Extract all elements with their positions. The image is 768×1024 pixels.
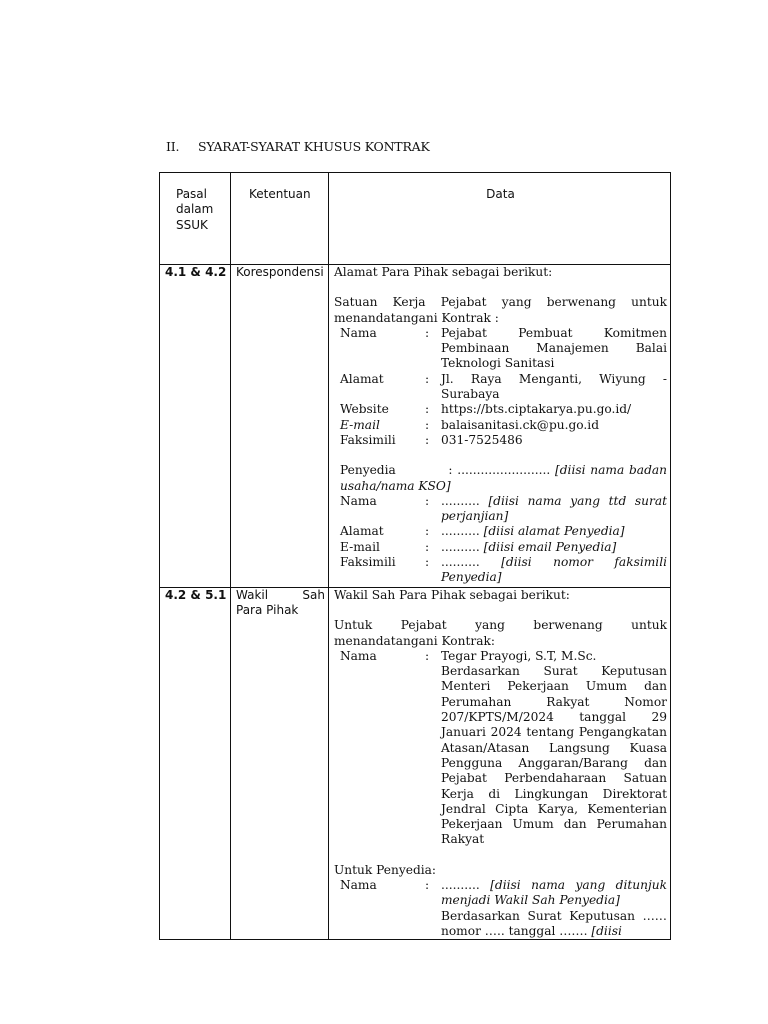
table-row: [160, 588, 671, 940]
row2-pasal: 4.2 & 5.1: [160, 588, 231, 940]
ssuk-table: [159, 172, 671, 940]
row1-ketentuan: Korespondensi: [231, 265, 329, 588]
penyedia-alamat: Alamat : .......... [diisi alamat Penyedia]: [340, 524, 625, 539]
satker-alamat: Alamat : Jl. Raya Menganti, Wiyung - Surabaya: [340, 371, 667, 402]
row2-ketentuan: Wakil Sah Para Pihak: [231, 588, 329, 940]
table-header-row: [160, 173, 671, 265]
wakil-penyedia-dasar: Berdasarkan Surat Keputusan …… nomor ….. tanggal ……. [diisi: [441, 908, 667, 938]
header-ketentuan: Ketentuan: [231, 173, 329, 265]
row1-pasal: 4.1 & 4.2: [160, 265, 231, 588]
penyedia-email: E-mail : .......... [diisi email Penyedia]: [340, 539, 617, 554]
penyedia-nama: Nama : .......... [diisi nama yang ttd surat perjanjian]: [340, 493, 668, 524]
row1-data: [329, 265, 671, 588]
section-title: SYARAT-SYARAT KHUSUS KONTRAK: [198, 139, 430, 154]
row1-intro: Alamat Para Pihak sebagai berikut:: [334, 265, 553, 279]
header-data: Data: [329, 173, 671, 265]
section-heading: [166, 139, 430, 154]
row2-data: [329, 588, 671, 940]
pejabat-nama: Nama : Tegar Prayogi, S.T, M.Sc.: [340, 648, 597, 663]
satker-website: Website : https://bts.ciptakarya.pu.go.id/: [340, 402, 632, 417]
penyedia-line: Penyedia : ........................ [diisi nama badan usaha/nama KSO]: [340, 463, 667, 493]
section-number: II.: [166, 139, 180, 154]
satker-intro: Satuan Kerja Pejabat yang berwenang untuk menandatangani Kontrak :: [334, 295, 667, 325]
table-row: [160, 265, 671, 588]
header-pasal: Pasal dalam SSUK: [160, 173, 231, 265]
row2-intro: Wakil Sah Para Pihak sebagai berikut:: [334, 588, 570, 602]
penyedia-faksimili: Faksimili : .......... [diisi nomor faksimili Penyedia]: [340, 555, 667, 585]
satker-email: E-mail : balaisanitasi.ck@pu.go.id: [340, 417, 600, 432]
penyedia-intro: Untuk Penyedia:: [334, 862, 437, 877]
satker-faksimili: Faksimili : 031-7525486: [340, 432, 523, 447]
satker-nama: Nama : Pejabat Pembuat Komitmen Pembinaan Manajemen Balai Teknologi Sanitasi: [340, 325, 667, 371]
wakil-penyedia-nama: Nama : .......... [diisi nama yang ditunjuk menjadi Wakil Sah Penyedia]: [340, 878, 667, 908]
pejabat-dasar: Berdasarkan Surat Keputusan Menteri Pekerjaan Umum dan Perumahan Rakyat Nomor 207/KPTS/M/2024 tanggal 29 Januari 2024 tentang Pengangkatan Atasan/Atasan Langsung Kuasa Pengguna Anggaran/Barang dan Pejabat Perbendaharaan Satuan Kerja di Lingkungan Direktorat Jendral Cipta Karya, Kementerian Pekerjaan Umum dan Perumahan Rakyat: [441, 664, 667, 847]
pejabat-intro: Untuk Pejabat yang berwenang untuk menandatangani Kontrak:: [334, 618, 667, 648]
